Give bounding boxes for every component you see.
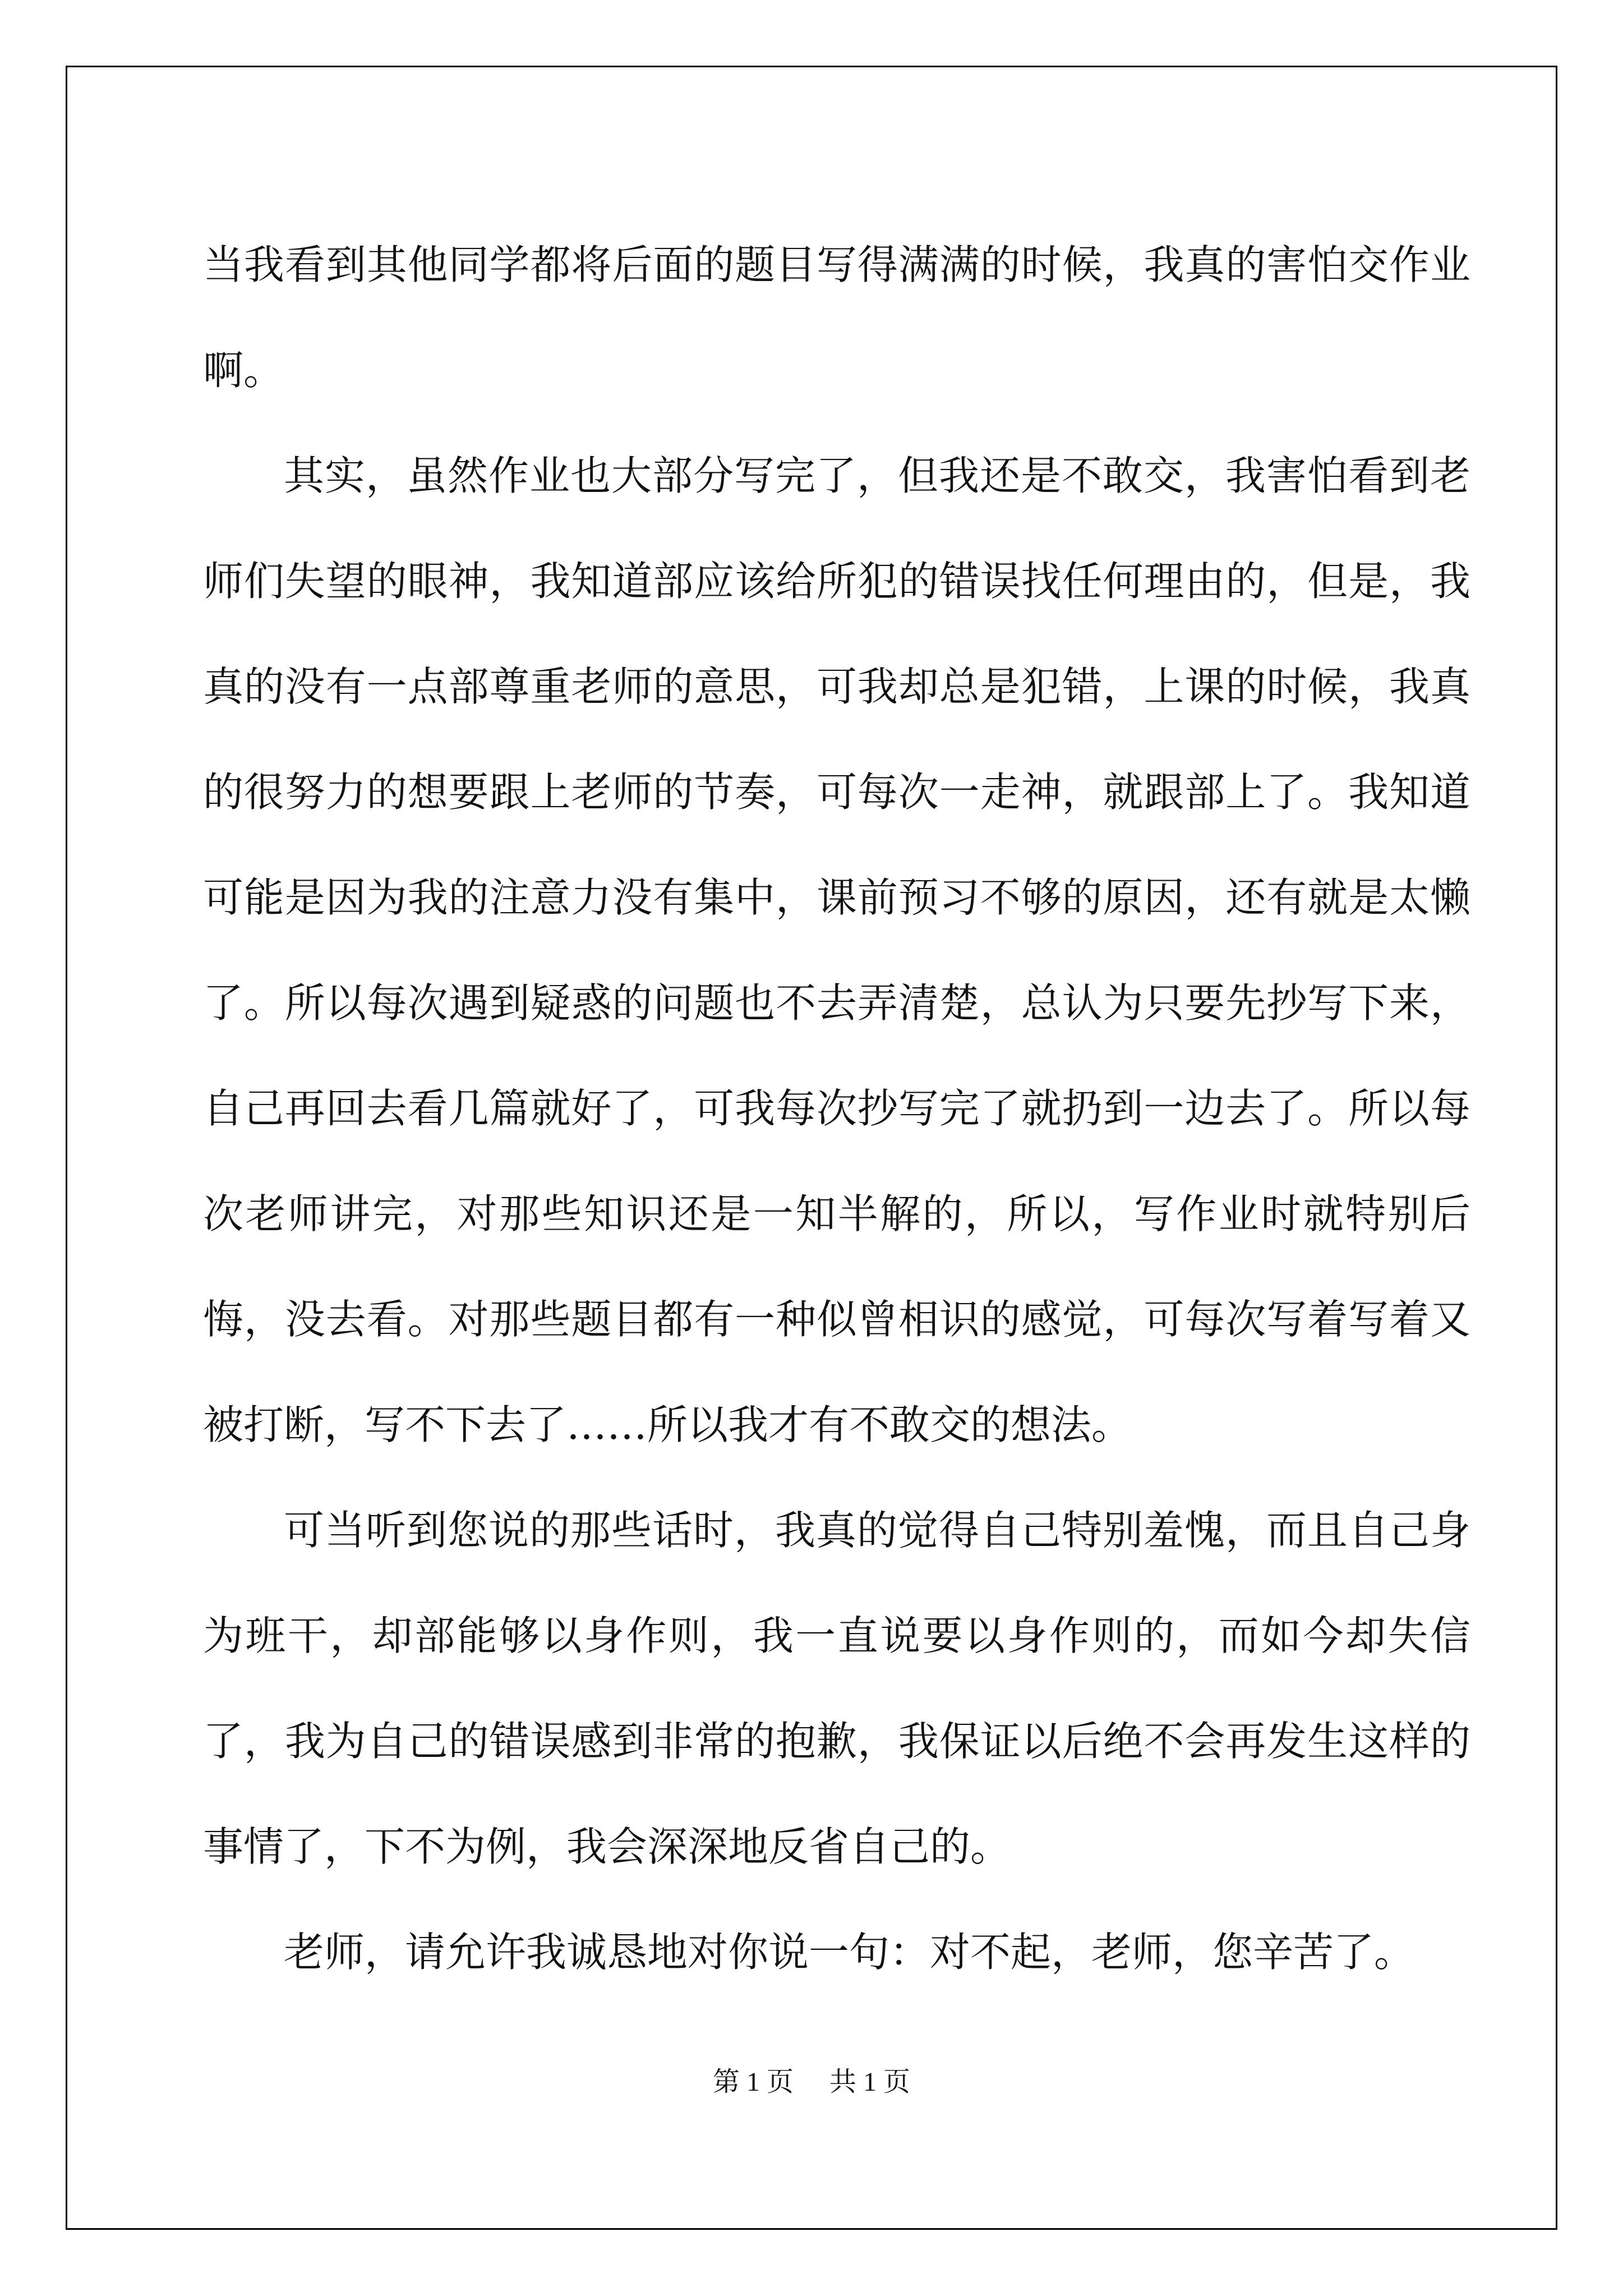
document-body — [203, 212, 1470, 2005]
paragraph-4: 老师，请允许我诚恳地对你说一句：对不起，老师，您辛苦了。 — [284, 1929, 1415, 1976]
paragraph-1: 当我看到其他同学都将后面的题目写得满满的时候，我真的害怕交作业啊。 — [203, 241, 1470, 394]
paragraph-3: 可当听到您说的那些话时，我真的觉得自己特别羞愧，而且自己身为班干，却部能够以身作则，我一直说要以身作则的，而如今却失信了，我为自己的错误感到非常的抱歉，我保证以后绝不会再发生这样的事情了，下不为例，我会深深地反省自己的。 — [203, 1507, 1470, 1870]
paragraph-2: 其实，虽然作业也大部分写完了，但我还是不敢交，我害怕看到老师们失望的眼神，我知道部应该给所犯的错误找任何理由的，但是，我真的没有一点部尊重老师的意思，可我却总是犯错，上课的时候，我真的很努力的想要跟上老师的节奏，可每次一走神，就跟部上了。我知道可能是因为我的注意力没有集中，课前预习不够的原因，还有就是太懒了。所以每次遇到疑惑的问题也不去弄清楚，总认为只要先抄写下来，自己再回去看几篇就好了，可我每次抄写完了就扔到一边去了。所以每次老师讲完，对那些知识还是一知半解的，所以，写作业时就特别后悔，没去看。对那些题目都有一种似曾相识的感觉，可每次写着写着又被打断，写不下去了……所以我才有不敢交的想法。 — [203, 452, 1470, 1448]
page-total: 共 1 页 — [829, 2067, 911, 2097]
page-number: 第 1 页 — [712, 2067, 794, 2097]
page-footer — [0, 2065, 1623, 2099]
